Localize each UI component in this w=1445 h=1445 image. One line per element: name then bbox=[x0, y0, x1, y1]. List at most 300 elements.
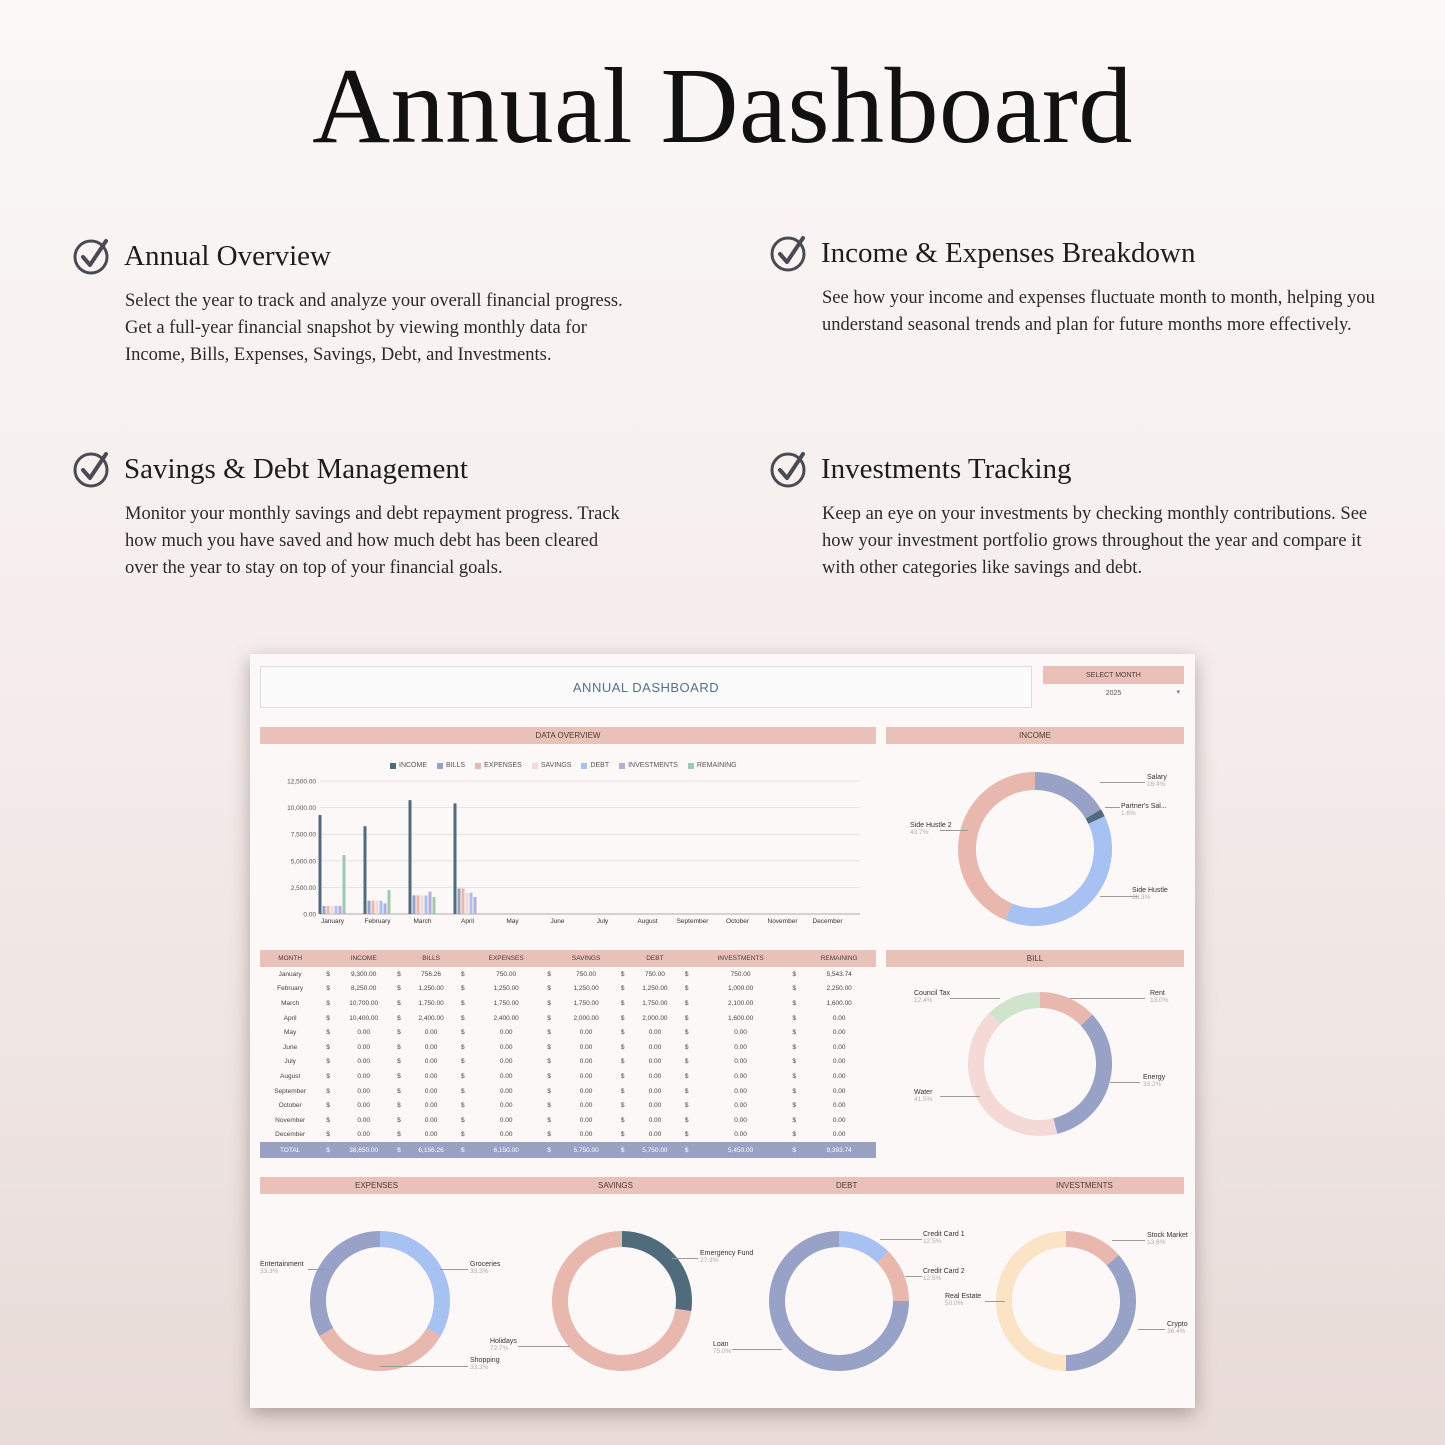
value-cell: 0.00 bbox=[424, 1058, 438, 1066]
slice-pct: 41.5% bbox=[914, 1096, 933, 1103]
value-cell: 0.00 bbox=[499, 1029, 513, 1037]
value-cell: 0.00 bbox=[832, 1102, 846, 1110]
donut-label-side-hustle-2 bbox=[910, 822, 952, 836]
donut-slice-council-tax bbox=[995, 1000, 1040, 1018]
month-cell: March bbox=[281, 999, 300, 1007]
x-tick-label: July bbox=[596, 918, 609, 925]
donut-slice-partner-s-sal- bbox=[1093, 814, 1096, 820]
table-row bbox=[260, 967, 876, 982]
value-cell: 0.00 bbox=[424, 1131, 438, 1139]
dashboard-sheet bbox=[250, 654, 1195, 1408]
value-cell: 0.00 bbox=[734, 1029, 747, 1037]
bar-chart bbox=[260, 754, 876, 934]
bar-debt bbox=[335, 906, 338, 914]
month-cell: May bbox=[283, 1029, 297, 1037]
currency-symbol: $ bbox=[620, 999, 625, 1007]
bar-debt bbox=[380, 901, 383, 914]
bar-income bbox=[409, 800, 412, 914]
value-cell: 0.00 bbox=[357, 1058, 370, 1066]
donut-label-rent bbox=[1150, 990, 1168, 1004]
bill-donut-chart bbox=[960, 984, 1120, 1144]
column-header: BILLS bbox=[407, 950, 455, 967]
currency-symbol: $ bbox=[461, 1102, 465, 1110]
donut-label-stock-market bbox=[1147, 1232, 1188, 1246]
value-cell: 0.00 bbox=[424, 1072, 438, 1080]
currency-symbol: $ bbox=[792, 1014, 796, 1022]
currency-symbol: $ bbox=[461, 1131, 465, 1139]
slice-pct: 33.3% bbox=[260, 1268, 279, 1275]
currency-symbol: $ bbox=[684, 1043, 689, 1051]
donut-slice-side-hustle bbox=[1009, 820, 1103, 917]
y-tick-label: 5,000.00 bbox=[290, 858, 316, 866]
currency-symbol: $ bbox=[684, 1058, 689, 1066]
month-cell: April bbox=[283, 1014, 297, 1022]
slice-pct: 13.0% bbox=[1150, 997, 1169, 1004]
value-cell: 2,100.00 bbox=[727, 999, 754, 1007]
value-cell: 2,000.00 bbox=[573, 1014, 599, 1022]
currency-symbol: $ bbox=[792, 985, 796, 993]
slice-pct: 33.2% bbox=[1143, 1081, 1162, 1088]
donut-label-groceries bbox=[470, 1261, 500, 1275]
currency-symbol: $ bbox=[620, 1043, 625, 1051]
band-debt-label: DEBT bbox=[836, 1181, 858, 1190]
value-cell: 5,750.00 bbox=[631, 1142, 679, 1158]
donut-label-emergency-fund bbox=[700, 1250, 753, 1264]
value-cell: 0.00 bbox=[832, 1072, 846, 1080]
checkmark-icon bbox=[769, 233, 809, 273]
currency-symbol: $ bbox=[461, 1029, 465, 1037]
band-bill: BILL bbox=[886, 950, 1184, 967]
value-cell: 0.00 bbox=[832, 1014, 846, 1022]
value-cell: 1,000.00 bbox=[727, 985, 754, 993]
currency-symbol: $ bbox=[620, 1116, 625, 1124]
donut-label-real-estate bbox=[945, 1293, 981, 1307]
bar-bills bbox=[323, 906, 326, 914]
value-cell: 756.26 bbox=[421, 970, 441, 978]
value-cell: 0.00 bbox=[734, 1116, 747, 1124]
select-value[interactable] bbox=[1043, 684, 1184, 702]
donut-label-energy bbox=[1143, 1074, 1165, 1088]
leader-line bbox=[1138, 1329, 1165, 1330]
currency-symbol: $ bbox=[397, 1102, 401, 1110]
bar-savings bbox=[421, 895, 424, 914]
slice-label: Water bbox=[914, 1089, 933, 1096]
currency-symbol: $ bbox=[326, 1014, 330, 1022]
table-header-row bbox=[260, 950, 876, 967]
slice-label: Credit Card 2 bbox=[923, 1268, 965, 1275]
slice-label: Holidays bbox=[490, 1338, 517, 1345]
currency-symbol: $ bbox=[541, 1142, 557, 1158]
month-cell: November bbox=[275, 1116, 306, 1124]
table-row bbox=[260, 1040, 876, 1055]
value-cell: 5,450.00 bbox=[695, 1142, 786, 1158]
value-cell: 0.00 bbox=[357, 1029, 370, 1037]
x-tick-label: June bbox=[550, 918, 565, 925]
currency-symbol: $ bbox=[684, 1072, 689, 1080]
table-row bbox=[260, 996, 876, 1011]
leader-line bbox=[1100, 782, 1145, 783]
header-spacer bbox=[455, 950, 471, 967]
bar-investments bbox=[384, 903, 387, 914]
bar-bills bbox=[413, 895, 416, 914]
value-cell: 9,300.00 bbox=[351, 970, 377, 978]
currency-symbol: $ bbox=[320, 1142, 336, 1158]
month-cell: February bbox=[277, 985, 304, 993]
legend-label: INCOME bbox=[399, 762, 427, 769]
y-tick-label: 2,500.00 bbox=[290, 884, 316, 892]
currency-symbol: $ bbox=[620, 970, 625, 978]
income-donut-chart bbox=[950, 764, 1120, 934]
slice-label: Council Tax bbox=[914, 990, 951, 997]
donut-slice-stock-market bbox=[1066, 1239, 1113, 1260]
leader-line bbox=[880, 1239, 922, 1240]
currency-symbol: $ bbox=[792, 1029, 796, 1037]
donut-slice-water bbox=[976, 1018, 1055, 1128]
value-cell: 0.00 bbox=[832, 1087, 846, 1095]
donut-slice-rent bbox=[1040, 1000, 1087, 1020]
slice-label: Crypto bbox=[1167, 1321, 1188, 1328]
slice-pct: 13.6% bbox=[1147, 1239, 1166, 1246]
currency-symbol: $ bbox=[547, 1029, 551, 1037]
feature-description: See how your income and expenses fluctuate month to month, helping you understand seasonal trends and plan for future months more effectively. bbox=[822, 288, 1375, 335]
currency-symbol: $ bbox=[397, 1043, 401, 1051]
currency-symbol: $ bbox=[547, 1043, 551, 1051]
value-cell: 1,750.00 bbox=[573, 999, 599, 1007]
currency-symbol: $ bbox=[786, 1142, 802, 1158]
leader-line bbox=[1070, 998, 1145, 999]
slice-label: Energy bbox=[1143, 1074, 1166, 1081]
value-cell: 0.00 bbox=[499, 1102, 513, 1110]
value-cell: 0.00 bbox=[734, 1072, 747, 1080]
column-header: INVESTMENTS bbox=[695, 950, 786, 967]
value-cell: 1,250.00 bbox=[573, 985, 599, 993]
bar-savings bbox=[376, 901, 379, 914]
header-spacer bbox=[391, 950, 407, 967]
chevron-down-icon[interactable]: ▾ bbox=[1176, 689, 1180, 696]
donut-slice-emergency-fund bbox=[622, 1239, 684, 1310]
currency-symbol: $ bbox=[547, 1072, 551, 1080]
currency-symbol: $ bbox=[397, 1072, 401, 1080]
value-cell: 750.00 bbox=[496, 970, 517, 978]
feature-description: Select the year to track and analyze your overall financial progress. Get a full-year financial snapshot by viewing monthly data for Income, Bills, Expenses, Savings, Debt, and Investments. bbox=[125, 291, 623, 365]
table-row bbox=[260, 1069, 876, 1084]
value-cell: 6,156.26 bbox=[407, 1142, 455, 1158]
currency-symbol: $ bbox=[397, 1058, 401, 1066]
slice-label: Rent bbox=[1150, 990, 1165, 997]
column-header: REMAINING bbox=[802, 950, 876, 967]
donut-slice-credit-card-1 bbox=[839, 1239, 883, 1257]
value-cell: 0.00 bbox=[648, 1043, 662, 1051]
bar-remaining bbox=[343, 855, 346, 914]
legend-label: SAVINGS bbox=[540, 762, 572, 769]
leader-line bbox=[985, 1301, 1005, 1302]
currency-symbol: $ bbox=[461, 1116, 465, 1124]
currency-symbol: $ bbox=[547, 1087, 551, 1095]
leader-line bbox=[308, 1269, 326, 1270]
month-select[interactable] bbox=[1043, 666, 1184, 702]
feature-description: Monitor your monthly savings and debt repayment progress. Track how much you have saved and how much debt has been cleared over the year to stay on top of your financial goals. bbox=[125, 504, 620, 578]
currency-symbol: $ bbox=[326, 1043, 330, 1051]
select-value-text: 2025 bbox=[1105, 689, 1122, 697]
value-cell: 1,600.00 bbox=[826, 999, 852, 1007]
x-tick-label: February bbox=[364, 918, 391, 925]
donut-label-council-tax bbox=[914, 990, 950, 1004]
column-header: INCOME bbox=[336, 950, 391, 967]
currency-symbol: $ bbox=[326, 1087, 330, 1095]
x-tick-label: January bbox=[320, 918, 345, 925]
value-cell: 0.00 bbox=[648, 1116, 662, 1124]
value-cell: 2,000.00 bbox=[642, 1014, 668, 1022]
value-cell: 0.00 bbox=[499, 1058, 513, 1066]
slice-pct: 33.3% bbox=[470, 1364, 489, 1371]
x-tick-label: September bbox=[676, 918, 709, 925]
currency-symbol: $ bbox=[620, 1072, 625, 1080]
currency-symbol: $ bbox=[461, 1014, 465, 1022]
value-cell: 0.00 bbox=[424, 1029, 438, 1037]
currency-symbol: $ bbox=[684, 970, 689, 978]
slice-pct: 27.3% bbox=[700, 1257, 719, 1264]
month-cell: December bbox=[275, 1131, 306, 1139]
bar-bills bbox=[458, 888, 461, 914]
currency-symbol: $ bbox=[792, 970, 796, 978]
data-table bbox=[260, 950, 876, 1158]
value-cell: 0.00 bbox=[734, 1087, 747, 1095]
value-cell: 1,250.00 bbox=[642, 985, 668, 993]
currency-symbol: $ bbox=[684, 1029, 689, 1037]
value-cell: 0.00 bbox=[832, 1043, 846, 1051]
leader-line bbox=[1112, 1240, 1145, 1241]
value-cell: 0.00 bbox=[499, 1116, 513, 1124]
currency-symbol: $ bbox=[461, 985, 465, 993]
currency-symbol: $ bbox=[461, 1043, 465, 1051]
investments-donut-chart bbox=[991, 1226, 1141, 1376]
table-body bbox=[260, 967, 876, 1158]
currency-symbol: $ bbox=[547, 970, 551, 978]
currency-symbol: $ bbox=[684, 1087, 689, 1095]
month-cell: August bbox=[280, 1072, 301, 1080]
value-cell: 0.00 bbox=[734, 1102, 747, 1110]
value-cell: 0.00 bbox=[734, 1131, 747, 1139]
currency-symbol: $ bbox=[326, 970, 330, 978]
value-cell: 0.00 bbox=[357, 1102, 370, 1110]
currency-symbol: $ bbox=[461, 970, 465, 978]
currency-symbol: $ bbox=[326, 999, 330, 1007]
bar-bills bbox=[368, 901, 371, 914]
currency-symbol: $ bbox=[397, 1116, 401, 1124]
donut-label-holidays bbox=[490, 1338, 517, 1352]
table-total-row bbox=[260, 1142, 876, 1158]
value-cell: 0.00 bbox=[832, 1029, 846, 1037]
currency-symbol: $ bbox=[615, 1142, 631, 1158]
donut-slice-energy bbox=[1055, 1020, 1104, 1126]
currency-symbol: $ bbox=[620, 1029, 625, 1037]
slice-pct: 1.6% bbox=[1121, 810, 1136, 817]
table-row bbox=[260, 1128, 876, 1143]
currency-symbol: $ bbox=[397, 970, 401, 978]
value-cell: 1,250.00 bbox=[493, 985, 519, 993]
value-cell: 0.00 bbox=[734, 1058, 747, 1066]
donut-label-shopping bbox=[470, 1357, 500, 1371]
value-cell: 0.00 bbox=[357, 1043, 370, 1051]
value-cell: 0.00 bbox=[579, 1087, 593, 1095]
slice-label: Side Hustle bbox=[1132, 887, 1168, 894]
table-row bbox=[260, 1011, 876, 1026]
band-expenses-label: EXPENSES bbox=[355, 1181, 399, 1190]
slice-pct: 16.4% bbox=[1147, 781, 1166, 788]
currency-symbol: $ bbox=[792, 1043, 796, 1051]
slice-pct: 36.4% bbox=[1167, 1328, 1186, 1335]
value-cell: 0.00 bbox=[357, 1087, 370, 1095]
value-cell: 6,150.00 bbox=[471, 1142, 541, 1158]
bar-income bbox=[454, 803, 457, 914]
value-cell: 1,750.00 bbox=[418, 999, 444, 1007]
value-cell: 750.00 bbox=[644, 970, 665, 978]
leader-line bbox=[732, 1349, 782, 1350]
value-cell: 0.00 bbox=[499, 1131, 513, 1139]
value-cell: 750.00 bbox=[730, 970, 751, 978]
currency-symbol: $ bbox=[455, 1142, 471, 1158]
currency-symbol: $ bbox=[679, 1142, 695, 1158]
donut-slice-shopping bbox=[326, 1332, 433, 1363]
donut-label-loan bbox=[713, 1341, 731, 1355]
bar-remaining bbox=[433, 897, 436, 914]
slice-pct: 72.7% bbox=[490, 1345, 509, 1352]
currency-symbol: $ bbox=[684, 1014, 689, 1022]
value-cell: 0.00 bbox=[832, 1131, 846, 1139]
currency-symbol: $ bbox=[397, 1131, 401, 1139]
feature-investments bbox=[769, 449, 1368, 582]
header-spacer bbox=[679, 950, 695, 967]
value-cell: 0.00 bbox=[579, 1058, 593, 1066]
band-bottom bbox=[260, 1177, 1184, 1194]
currency-symbol: $ bbox=[620, 1102, 625, 1110]
value-cell: 2,400.00 bbox=[418, 1014, 444, 1022]
currency-symbol: $ bbox=[792, 1116, 796, 1124]
x-tick-label: November bbox=[767, 918, 798, 925]
donut-label-entertainment bbox=[260, 1261, 304, 1275]
currency-symbol: $ bbox=[684, 1131, 689, 1139]
slice-label: Shopping bbox=[470, 1357, 500, 1364]
currency-symbol: $ bbox=[326, 1102, 330, 1110]
bar-remaining bbox=[388, 890, 391, 914]
bar-investments bbox=[474, 897, 477, 914]
band-data-overview: DATA OVERVIEW bbox=[260, 727, 876, 744]
bar-income bbox=[319, 815, 322, 914]
leader-line bbox=[905, 1276, 922, 1277]
currency-symbol: $ bbox=[326, 1072, 330, 1080]
slice-pct: 33.3% bbox=[470, 1268, 489, 1275]
feature-title: Annual Overview bbox=[124, 239, 331, 272]
feature-income-expenses bbox=[769, 233, 1375, 339]
bar-expenses bbox=[327, 906, 330, 914]
value-cell: 1,750.00 bbox=[493, 999, 519, 1007]
donut-label-crypto bbox=[1167, 1321, 1188, 1335]
slice-pct: 75.0% bbox=[713, 1348, 732, 1355]
feature-savings-debt bbox=[72, 449, 632, 582]
value-cell: 750.00 bbox=[576, 970, 597, 978]
value-cell: 0.00 bbox=[648, 1058, 662, 1066]
bar-expenses bbox=[462, 888, 465, 914]
currency-symbol: $ bbox=[684, 1116, 689, 1124]
header-spacer bbox=[320, 950, 336, 967]
value-cell: 38,650.00 bbox=[336, 1142, 391, 1158]
value-cell: 0.00 bbox=[648, 1102, 662, 1110]
month-cell: October bbox=[278, 1102, 302, 1110]
value-cell: 5,750.00 bbox=[557, 1142, 615, 1158]
slice-label: Emergency Fund bbox=[700, 1250, 754, 1257]
currency-symbol: $ bbox=[792, 1131, 796, 1139]
debt-donut-chart bbox=[764, 1226, 914, 1376]
value-cell: 0.00 bbox=[648, 1087, 662, 1095]
currency-symbol: $ bbox=[461, 1058, 465, 1066]
value-cell: 0.00 bbox=[424, 1043, 438, 1051]
table-row bbox=[260, 1055, 876, 1070]
slice-pct: 12.4% bbox=[914, 997, 933, 1004]
month-cell: January bbox=[278, 970, 302, 978]
sheet-title: ANNUAL DASHBOARD bbox=[260, 666, 1032, 708]
feature-title: Investments Tracking bbox=[821, 452, 1072, 485]
currency-symbol: $ bbox=[792, 999, 796, 1007]
leader-line bbox=[1110, 1082, 1140, 1083]
currency-symbol: $ bbox=[397, 985, 401, 993]
currency-symbol: $ bbox=[397, 1014, 401, 1022]
currency-symbol: $ bbox=[547, 985, 551, 993]
donut-label-credit-card-2 bbox=[923, 1268, 965, 1282]
donut-slice-crypto bbox=[1066, 1260, 1128, 1363]
currency-symbol: $ bbox=[792, 1058, 796, 1066]
value-cell: 2,250.00 bbox=[826, 985, 852, 993]
value-cell: 0.00 bbox=[648, 1029, 662, 1037]
value-cell: 0.00 bbox=[424, 1102, 438, 1110]
currency-symbol: $ bbox=[620, 1014, 625, 1022]
band-investments-label: INVESTMENTS bbox=[1056, 1181, 1113, 1190]
currency-symbol: $ bbox=[620, 1058, 625, 1066]
column-header: DEBT bbox=[631, 950, 679, 967]
bar-savings bbox=[331, 906, 334, 914]
band-savings-label: SAVINGS bbox=[598, 1181, 633, 1190]
month-cell: June bbox=[283, 1043, 298, 1051]
currency-symbol: $ bbox=[326, 1116, 330, 1124]
value-cell: 0.00 bbox=[424, 1087, 438, 1095]
table-row bbox=[260, 1025, 876, 1040]
value-cell: 1,250.00 bbox=[418, 985, 444, 993]
value-cell: 10,700.00 bbox=[349, 999, 379, 1007]
bar-debt bbox=[425, 895, 428, 914]
slice-label: Real Estate bbox=[945, 1293, 982, 1300]
slice-label: Credit Card 1 bbox=[923, 1231, 965, 1238]
value-cell: 0.00 bbox=[579, 1029, 593, 1037]
value-cell: 0.00 bbox=[499, 1043, 513, 1051]
bar-investments bbox=[339, 906, 342, 914]
donut-label-salary bbox=[1147, 774, 1167, 788]
leader-line bbox=[380, 1366, 468, 1367]
slice-pct: 38.3% bbox=[1132, 894, 1151, 901]
value-cell: 0.00 bbox=[579, 1102, 593, 1110]
currency-symbol: $ bbox=[461, 1072, 465, 1080]
select-label: SELECT MONTH bbox=[1043, 666, 1184, 684]
donut-slice-salary bbox=[1035, 781, 1093, 814]
slice-label: Loan bbox=[713, 1341, 729, 1348]
legend-label: EXPENSES bbox=[484, 762, 522, 769]
expenses-donut-chart bbox=[305, 1226, 455, 1376]
bar-income bbox=[364, 826, 367, 914]
currency-symbol: $ bbox=[547, 1131, 551, 1139]
leader-line bbox=[950, 998, 1000, 999]
slice-label: Entertainment bbox=[260, 1261, 304, 1268]
currency-symbol: $ bbox=[326, 1131, 330, 1139]
bar-expenses bbox=[417, 895, 420, 914]
slice-label: Stock Market bbox=[1147, 1232, 1188, 1239]
